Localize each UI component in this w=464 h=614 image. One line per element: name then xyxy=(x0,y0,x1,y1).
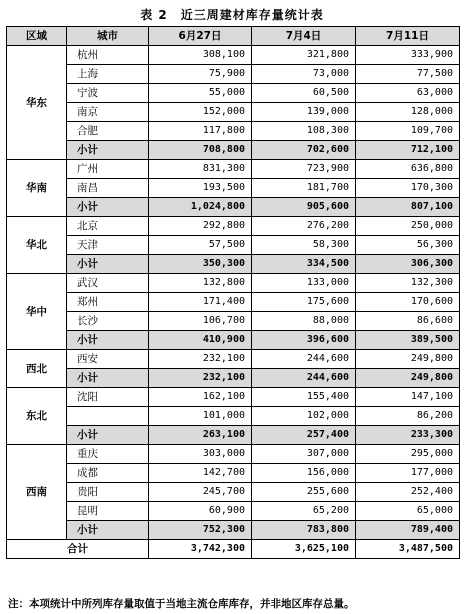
table-row xyxy=(7,445,460,464)
value-cell: 276,200 xyxy=(252,217,356,236)
table-row xyxy=(7,217,460,236)
value-cell: 193,500 xyxy=(149,179,252,198)
value-cell: 170,600 xyxy=(356,293,460,312)
value-cell: 147,100 xyxy=(356,388,460,407)
total-row xyxy=(7,540,460,559)
region-cell: 华南 xyxy=(7,160,67,217)
value-cell: 831,300 xyxy=(149,160,252,179)
value-cell: 58,300 xyxy=(252,236,356,255)
region-cell: 东北 xyxy=(7,388,67,445)
subtotal-row xyxy=(7,141,460,160)
region-cell: 华东 xyxy=(7,46,67,160)
value-cell: 245,700 xyxy=(149,483,252,502)
city-cell: 南昌 xyxy=(67,179,149,198)
value-cell: 101,000 xyxy=(149,407,252,426)
city-cell: 北京 xyxy=(67,217,149,236)
subtotal-value: 257,400 xyxy=(252,426,356,445)
subtotal-value: 306,300 xyxy=(356,255,460,274)
subtotal-row xyxy=(7,369,460,388)
value-cell: 65,000 xyxy=(356,502,460,521)
table-row xyxy=(7,464,460,483)
city-cell: 武汉 xyxy=(67,274,149,293)
subtotal-value: 232,100 xyxy=(149,369,252,388)
table-row xyxy=(7,350,460,369)
subtotal-value: 1,024,800 xyxy=(149,198,252,217)
value-cell: 308,100 xyxy=(149,46,252,65)
value-cell: 86,200 xyxy=(356,407,460,426)
value-cell: 88,000 xyxy=(252,312,356,331)
table-row xyxy=(7,502,460,521)
city-cell: 合肥 xyxy=(67,122,149,141)
value-cell: 139,000 xyxy=(252,103,356,122)
value-cell: 108,300 xyxy=(252,122,356,141)
table-row xyxy=(7,84,460,103)
total-value: 3,625,100 xyxy=(252,540,356,559)
subtotal-label: 小计 xyxy=(67,141,149,160)
value-cell: 250,000 xyxy=(356,217,460,236)
header-week-2: 7月4日 xyxy=(252,27,356,46)
value-cell: 177,000 xyxy=(356,464,460,483)
city-cell: 贵阳 xyxy=(67,483,149,502)
subtotal-value: 708,800 xyxy=(149,141,252,160)
subtotal-label: 小计 xyxy=(67,331,149,350)
subtotal-value: 807,100 xyxy=(356,198,460,217)
subtotal-value: 410,900 xyxy=(149,331,252,350)
value-cell: 156,000 xyxy=(252,464,356,483)
value-cell: 117,800 xyxy=(149,122,252,141)
subtotal-value: 702,600 xyxy=(252,141,356,160)
city-cell: 广州 xyxy=(67,160,149,179)
subtotal-row xyxy=(7,255,460,274)
subtotal-value: 783,800 xyxy=(252,521,356,540)
city-cell xyxy=(67,407,149,426)
subtotal-value: 712,100 xyxy=(356,141,460,160)
total-value: 3,487,500 xyxy=(356,540,460,559)
city-cell: 南京 xyxy=(67,103,149,122)
table-row xyxy=(7,274,460,293)
value-cell: 333,900 xyxy=(356,46,460,65)
city-cell: 杭州 xyxy=(67,46,149,65)
value-cell: 303,000 xyxy=(149,445,252,464)
value-cell: 232,100 xyxy=(149,350,252,369)
value-cell: 171,400 xyxy=(149,293,252,312)
subtotal-value: 396,600 xyxy=(252,331,356,350)
table-row xyxy=(7,407,460,426)
value-cell: 162,100 xyxy=(149,388,252,407)
city-cell: 西安 xyxy=(67,350,149,369)
table-row xyxy=(7,312,460,331)
city-cell: 昆明 xyxy=(67,502,149,521)
footnote: 注：本项统计中所列库存量取值于当地主流仓库库存，并非地区库存总量。 xyxy=(8,598,355,610)
value-cell: 181,700 xyxy=(252,179,356,198)
region-cell: 西南 xyxy=(7,445,67,540)
subtotal-value: 263,100 xyxy=(149,426,252,445)
subtotal-value: 389,500 xyxy=(356,331,460,350)
value-cell: 155,400 xyxy=(252,388,356,407)
value-cell: 63,000 xyxy=(356,84,460,103)
value-cell: 60,900 xyxy=(149,502,252,521)
header-week-3: 7月11日 xyxy=(356,27,460,46)
header-week-1: 6月27日 xyxy=(149,27,252,46)
subtotal-value: 233,300 xyxy=(356,426,460,445)
value-cell: 255,600 xyxy=(252,483,356,502)
header-region: 区域 xyxy=(7,27,67,46)
total-label: 合计 xyxy=(7,540,149,559)
header-city: 城市 xyxy=(67,27,149,46)
value-cell: 56,300 xyxy=(356,236,460,255)
city-cell: 成都 xyxy=(67,464,149,483)
value-cell: 86,600 xyxy=(356,312,460,331)
subtotal-row xyxy=(7,521,460,540)
table-row xyxy=(7,388,460,407)
value-cell: 73,000 xyxy=(252,65,356,84)
value-cell: 152,000 xyxy=(149,103,252,122)
city-cell: 宁波 xyxy=(67,84,149,103)
subtotal-value: 334,500 xyxy=(252,255,356,274)
value-cell: 128,000 xyxy=(356,103,460,122)
table-row xyxy=(7,122,460,141)
value-cell: 321,800 xyxy=(252,46,356,65)
value-cell: 295,000 xyxy=(356,445,460,464)
value-cell: 170,300 xyxy=(356,179,460,198)
table-body xyxy=(7,46,460,559)
subtotal-label: 小计 xyxy=(67,426,149,445)
subtotal-value: 789,400 xyxy=(356,521,460,540)
city-cell: 郑州 xyxy=(67,293,149,312)
region-cell: 西北 xyxy=(7,350,67,388)
value-cell: 249,800 xyxy=(356,350,460,369)
table-row xyxy=(7,65,460,84)
value-cell: 109,700 xyxy=(356,122,460,141)
city-cell: 上海 xyxy=(67,65,149,84)
value-cell: 57,500 xyxy=(149,236,252,255)
total-value: 3,742,300 xyxy=(149,540,252,559)
table-row xyxy=(7,483,460,502)
value-cell: 307,000 xyxy=(252,445,356,464)
city-cell: 沈阳 xyxy=(67,388,149,407)
value-cell: 106,700 xyxy=(149,312,252,331)
subtotal-label: 小计 xyxy=(67,521,149,540)
subtotal-row xyxy=(7,426,460,445)
city-cell: 重庆 xyxy=(67,445,149,464)
subtotal-label: 小计 xyxy=(67,255,149,274)
subtotal-value: 752,300 xyxy=(149,521,252,540)
value-cell: 77,500 xyxy=(356,65,460,84)
subtotal-row xyxy=(7,198,460,217)
table-row xyxy=(7,46,460,65)
subtotal-label: 小计 xyxy=(67,198,149,217)
value-cell: 252,400 xyxy=(356,483,460,502)
subtotal-value: 350,300 xyxy=(149,255,252,274)
value-cell: 142,700 xyxy=(149,464,252,483)
table-row xyxy=(7,160,460,179)
value-cell: 723,900 xyxy=(252,160,356,179)
subtotal-value: 244,600 xyxy=(252,369,356,388)
value-cell: 55,000 xyxy=(149,84,252,103)
value-cell: 244,600 xyxy=(252,350,356,369)
table-row xyxy=(7,293,460,312)
subtotal-value: 905,600 xyxy=(252,198,356,217)
value-cell: 292,800 xyxy=(149,217,252,236)
value-cell: 175,600 xyxy=(252,293,356,312)
inventory-table xyxy=(6,26,460,559)
value-cell: 65,200 xyxy=(252,502,356,521)
header-row xyxy=(7,27,460,46)
subtotal-label: 小计 xyxy=(67,369,149,388)
city-cell: 天津 xyxy=(67,236,149,255)
table-title: 表 2 近三周建材库存量统计表 xyxy=(140,8,324,22)
value-cell: 132,300 xyxy=(356,274,460,293)
value-cell: 60,500 xyxy=(252,84,356,103)
value-cell: 133,000 xyxy=(252,274,356,293)
subtotal-row xyxy=(7,331,460,350)
table-row xyxy=(7,236,460,255)
value-cell: 102,000 xyxy=(252,407,356,426)
region-cell: 华北 xyxy=(7,217,67,274)
subtotal-value: 249,800 xyxy=(356,369,460,388)
city-cell: 长沙 xyxy=(67,312,149,331)
table-row xyxy=(7,103,460,122)
table-row xyxy=(7,179,460,198)
value-cell: 132,800 xyxy=(149,274,252,293)
value-cell: 636,800 xyxy=(356,160,460,179)
region-cell: 华中 xyxy=(7,274,67,350)
value-cell: 75,900 xyxy=(149,65,252,84)
